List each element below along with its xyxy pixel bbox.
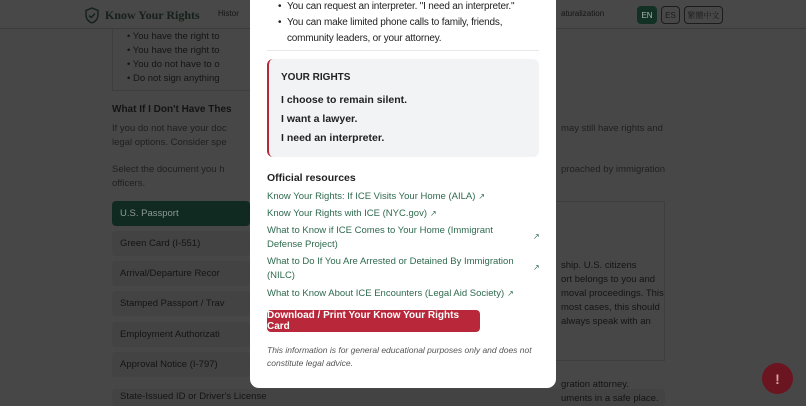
modal-bullet-continued: community leaders, or your attorney.: [287, 33, 442, 44]
doc-option-green-card[interactable]: Green Card (I-551): [112, 231, 250, 256]
nav-history[interactable]: Histor: [218, 9, 239, 18]
tips-text: gration attorney. uments in a safe place.: [561, 379, 659, 404]
external-link-icon: ↗: [478, 192, 486, 201]
paragraph-text: legal options. Consider spe: [112, 137, 227, 148]
section-heading: What If I Don't Have Thes: [112, 104, 232, 115]
rights-title: YOUR RIGHTS: [281, 72, 351, 83]
bg-bullet: • You do not have to o: [127, 59, 220, 70]
resource-link[interactable]: Know Your Rights with ICE (NYC.gov) ↗: [267, 208, 437, 219]
doc-option-employment-auth[interactable]: Employment Authorizati: [112, 322, 250, 347]
bg-bullet: • Do not sign anything: [127, 73, 220, 84]
resource-link[interactable]: What to Know if ICE Comes to Your Home (Immigrant Defense Project): [267, 225, 493, 250]
shield-check-icon: [84, 7, 100, 24]
external-link-icon: ↗: [533, 263, 540, 272]
resource-link[interactable]: What to Do If You Are Arrested or Detained By Immigration (NILC): [267, 256, 514, 281]
external-link-icon: ↗: [507, 289, 514, 298]
your-rights-box: [267, 59, 539, 157]
paragraph-text: Select the document you h: [112, 164, 225, 175]
paragraph-text: proached by immigration: [561, 164, 666, 175]
disclaimer-text: This information is for general educational purposes only and does not constitute legal advice.: [267, 345, 532, 368]
rights-line: I choose to remain silent.: [281, 94, 408, 106]
doc-option-state-id[interactable]: State-Issued ID or Driver's License: [112, 389, 665, 406]
logo-text[interactable]: Know Your Rights: [105, 8, 200, 22]
resource-link[interactable]: What to Know About ICE Encounters (Legal Aid Society) ↗: [267, 288, 514, 299]
external-link-icon: ↗: [429, 209, 437, 218]
rights-line: I want a lawyer.: [281, 113, 358, 125]
external-link-icon: ↗: [533, 232, 540, 241]
lang-es-button[interactable]: ES: [661, 6, 680, 24]
lang-en-button[interactable]: EN: [637, 6, 657, 24]
paragraph-text: may still have rights and: [561, 123, 663, 134]
doc-option-passport[interactable]: U.S. Passport: [112, 201, 250, 226]
detail-text: ship. U.S. citizens ort belongs to you and moval proceedings. This most cases, this should always speak with an: [561, 260, 664, 327]
bg-bullet: • You have the right to: [127, 45, 220, 56]
modal-bullet: • You can request an interpreter. "I need an interpreter.": [287, 1, 514, 13]
resources-title: Official resources: [267, 172, 356, 184]
doc-option-approval-notice[interactable]: Approval Notice (I-797): [112, 352, 250, 377]
paragraph-text: officers.: [112, 178, 146, 189]
lang-zh-button[interactable]: 繁體中文: [684, 6, 723, 24]
nav-naturalization[interactable]: aturalization: [561, 9, 605, 18]
modal-bullet: • You can make limited phone calls to family, friends,: [287, 17, 502, 29]
alert-fab-button[interactable]: !: [762, 363, 793, 394]
doc-option-arrival-record[interactable]: Arrival/Departure Recor: [112, 261, 250, 286]
doc-option-stamped-passport[interactable]: Stamped Passport / Trav: [112, 291, 250, 316]
download-card-button[interactable]: Download / Print Your Know Your Rights Card: [267, 310, 480, 332]
rights-line: I need an interpreter.: [281, 132, 385, 144]
paragraph-text: If you do not have your doc: [112, 123, 227, 134]
bg-bullet: • You have the right to: [127, 31, 220, 42]
divider: [267, 50, 539, 51]
know-your-rights-modal: [250, 0, 556, 388]
resource-link[interactable]: Know Your Rights: If ICE Visits Your Home (AILA) ↗: [267, 191, 486, 202]
